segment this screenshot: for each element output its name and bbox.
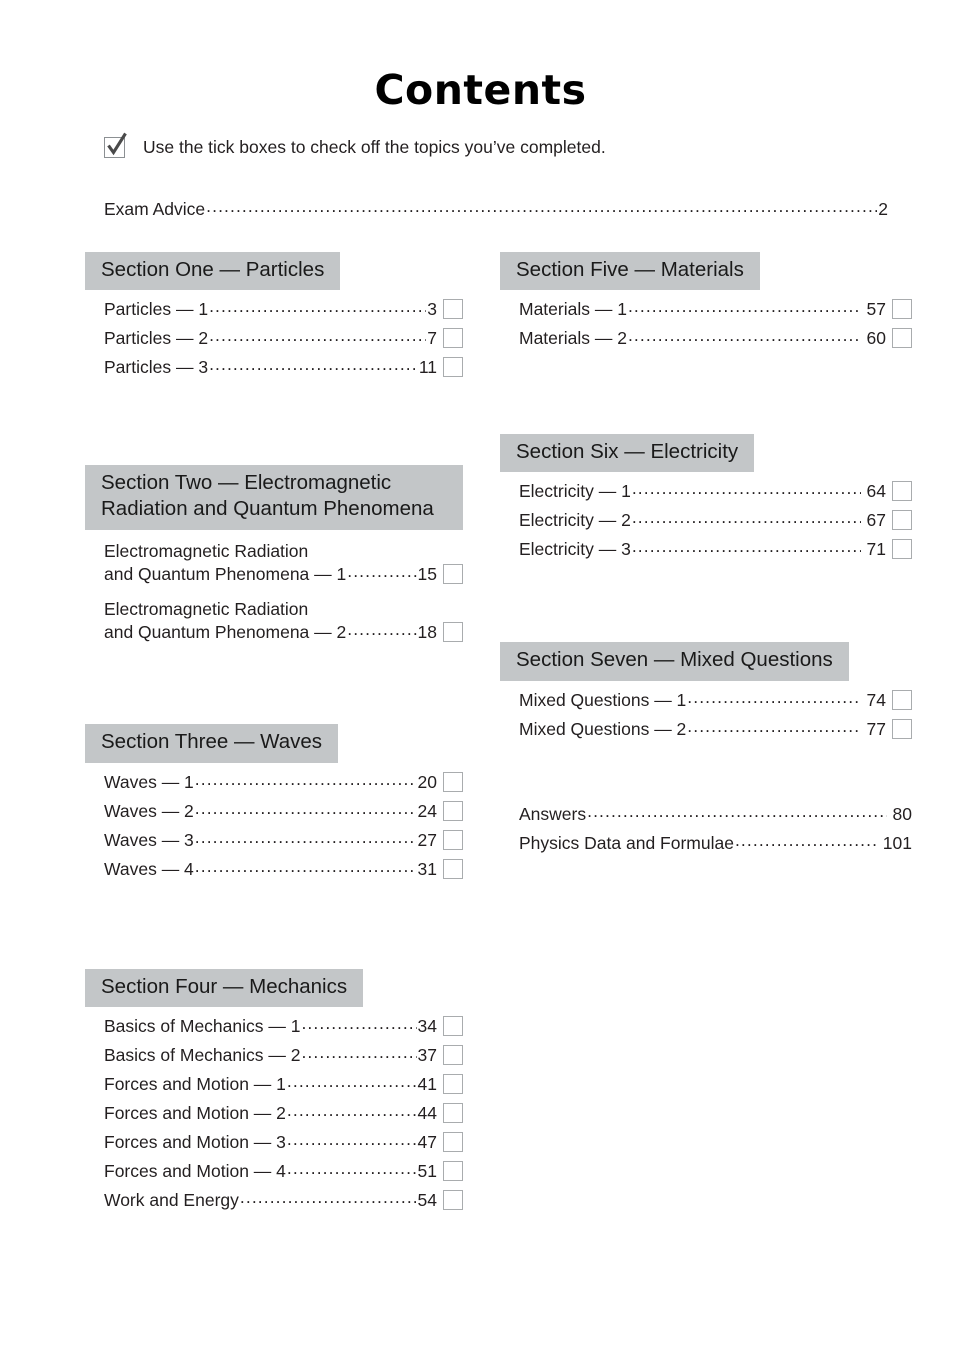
entry-label-line-1: Electromagnetic Radiation bbox=[104, 599, 309, 620]
contents-entry[interactable] bbox=[85, 597, 463, 643]
entry-page: 44 bbox=[417, 1102, 437, 1123]
dot-leader bbox=[287, 1071, 417, 1092]
exam-advice-page: 2 bbox=[878, 199, 888, 219]
left-column bbox=[85, 252, 463, 1219]
entry-tickbox[interactable] bbox=[443, 830, 463, 850]
section-spacer bbox=[500, 357, 912, 434]
section-spacer bbox=[85, 888, 463, 969]
dot-leader bbox=[301, 1042, 416, 1063]
entry-label-line-1: Electromagnetic Radiation bbox=[104, 540, 309, 561]
section-two-entries bbox=[85, 539, 463, 644]
entry-tickbox[interactable] bbox=[443, 299, 463, 319]
tick-instruction-label: Use the tick boxes to check off the topics you’ve completed. bbox=[143, 137, 606, 157]
section-six-entries bbox=[500, 481, 912, 560]
contents-entry[interactable] bbox=[85, 772, 463, 793]
dot-leader bbox=[632, 507, 861, 528]
section-three-banner: Section Three — Waves bbox=[85, 724, 338, 762]
entry-page: 20 bbox=[417, 771, 437, 792]
dot-leader bbox=[632, 536, 861, 557]
entry-tickbox[interactable] bbox=[443, 1074, 463, 1094]
entry-page: 67 bbox=[866, 510, 886, 531]
contents-entry[interactable] bbox=[85, 539, 463, 585]
entry-tickbox[interactable] bbox=[443, 1190, 463, 1210]
entry-page: 24 bbox=[417, 800, 437, 821]
dot-leader bbox=[347, 619, 416, 640]
entry-page: 31 bbox=[417, 858, 437, 879]
dot-leader bbox=[287, 1129, 417, 1150]
tail-entries bbox=[500, 804, 912, 854]
entry-tickbox[interactable] bbox=[443, 1161, 463, 1181]
entry-label: Forces and Motion — 3 bbox=[104, 1131, 286, 1152]
entry-page: 57 bbox=[866, 299, 886, 320]
entry-tickbox[interactable] bbox=[443, 357, 463, 377]
contents-entry[interactable] bbox=[500, 539, 912, 560]
entry-page: 54 bbox=[417, 1189, 437, 1210]
entry-label: Work and Energy bbox=[104, 1189, 239, 1210]
section-six-banner: Section Six — Electricity bbox=[500, 434, 754, 472]
section-four-banner: Section Four — Mechanics bbox=[85, 969, 363, 1007]
entry-tickbox[interactable] bbox=[892, 299, 912, 319]
section-three bbox=[85, 724, 463, 879]
section-seven-banner: Section Seven — Mixed Questions bbox=[500, 642, 849, 680]
entry-label: Forces and Motion — 1 bbox=[104, 1073, 286, 1094]
entry-label: Particles — 1 bbox=[104, 299, 209, 320]
entry-tickbox[interactable] bbox=[443, 859, 463, 879]
contents-entry[interactable] bbox=[85, 801, 463, 822]
entry-page: 47 bbox=[417, 1131, 437, 1152]
dot-leader bbox=[287, 1100, 417, 1121]
entry-label: Particles — 3 bbox=[104, 357, 209, 378]
section-four-entries bbox=[85, 1016, 463, 1211]
entry-label: Waves — 4 bbox=[104, 858, 194, 879]
contents-entry[interactable] bbox=[500, 690, 912, 711]
dot-leader bbox=[209, 296, 426, 317]
entry-label: Electricity — 3 bbox=[519, 539, 631, 560]
section-two-banner-line-2: Radiation and Quantum Phenomena bbox=[101, 497, 434, 521]
section-spacer bbox=[85, 651, 463, 724]
entry-tickbox[interactable] bbox=[443, 328, 463, 348]
entry-page: 74 bbox=[866, 689, 886, 710]
contents-entry[interactable] bbox=[85, 830, 463, 851]
contents-entry[interactable] bbox=[500, 833, 912, 854]
section-three-entries bbox=[85, 772, 463, 880]
section-seven-entries bbox=[500, 690, 912, 740]
dot-leader bbox=[209, 325, 426, 346]
entry-tickbox[interactable] bbox=[892, 719, 912, 739]
entry-label: Materials — 2 bbox=[519, 328, 627, 349]
entry-tickbox[interactable] bbox=[443, 772, 463, 792]
entry-page: 64 bbox=[866, 481, 886, 502]
contents-entry[interactable] bbox=[85, 1190, 463, 1211]
entry-label: and Quantum Phenomena — 2 bbox=[104, 622, 347, 643]
section-six bbox=[500, 434, 912, 560]
section-five-banner: Section Five — Materials bbox=[500, 252, 760, 290]
section-four bbox=[85, 969, 463, 1211]
contents-entry[interactable] bbox=[85, 357, 463, 378]
section-seven bbox=[500, 642, 912, 739]
section-one bbox=[85, 252, 463, 378]
entry-label: Forces and Motion — 2 bbox=[104, 1102, 286, 1123]
dot-leader bbox=[195, 856, 417, 877]
entry-page: 18 bbox=[417, 622, 437, 643]
contents-entry[interactable] bbox=[85, 1045, 463, 1066]
contents-entry[interactable] bbox=[85, 328, 463, 349]
entry-tickbox[interactable] bbox=[443, 1132, 463, 1152]
entry-page: 27 bbox=[417, 829, 437, 850]
section-spacer bbox=[85, 386, 463, 465]
dot-leader bbox=[195, 827, 417, 848]
entry-page: 37 bbox=[417, 1044, 437, 1065]
entry-label: Electricity — 1 bbox=[519, 481, 631, 502]
contents-entry[interactable] bbox=[85, 299, 463, 320]
entry-page: 34 bbox=[417, 1015, 437, 1036]
dot-leader bbox=[240, 1187, 417, 1208]
entry-tickbox[interactable] bbox=[892, 481, 912, 501]
entry-tickbox[interactable] bbox=[443, 564, 463, 584]
entry-page: 101 bbox=[882, 832, 912, 853]
dot-leader bbox=[195, 769, 417, 790]
contents-entry[interactable] bbox=[500, 328, 912, 349]
contents-entry[interactable] bbox=[500, 299, 912, 320]
entry-label: Answers bbox=[519, 803, 587, 824]
contents-entry[interactable] bbox=[85, 1016, 463, 1037]
dot-leader bbox=[206, 196, 877, 217]
contents-entry[interactable] bbox=[500, 804, 912, 825]
entry-label: Electricity — 2 bbox=[519, 510, 631, 531]
entry-page: 71 bbox=[866, 539, 886, 560]
entry-label: Particles — 2 bbox=[104, 328, 209, 349]
entry-page: 7 bbox=[427, 328, 437, 349]
entry-label: Waves — 1 bbox=[104, 771, 194, 792]
dot-leader bbox=[628, 325, 861, 346]
right-column bbox=[500, 252, 912, 862]
dot-leader bbox=[587, 801, 886, 822]
entry-page: 51 bbox=[417, 1160, 437, 1181]
section-two-banner-line-1: Section Two — Electromagnetic bbox=[101, 471, 392, 495]
contents-entry[interactable] bbox=[85, 1074, 463, 1095]
entry-tickbox[interactable] bbox=[443, 1045, 463, 1065]
entry-label: and Quantum Phenomena — 1 bbox=[104, 564, 347, 585]
entry-page: 41 bbox=[417, 1073, 437, 1094]
tick-instruction bbox=[104, 137, 606, 158]
entry-tickbox[interactable] bbox=[443, 1103, 463, 1123]
entry-label: Mixed Questions — 1 bbox=[519, 689, 687, 710]
dot-leader bbox=[628, 296, 861, 317]
entry-label: Basics of Mechanics — 2 bbox=[104, 1044, 301, 1065]
entry-label: Forces and Motion — 4 bbox=[104, 1160, 286, 1181]
section-two bbox=[85, 465, 463, 643]
entry-page: 15 bbox=[417, 564, 437, 585]
section-two-banner bbox=[85, 465, 463, 529]
dot-leader bbox=[287, 1158, 417, 1179]
contents-entry[interactable] bbox=[500, 510, 912, 531]
tail-spacer bbox=[500, 748, 912, 804]
entry-label: Mixed Questions — 2 bbox=[519, 718, 687, 739]
entry-label: Waves — 3 bbox=[104, 829, 194, 850]
dot-leader bbox=[347, 561, 416, 582]
checked-tickbox-sample[interactable] bbox=[104, 137, 125, 158]
entry-tickbox[interactable] bbox=[443, 801, 463, 821]
exam-advice-label: Exam Advice bbox=[104, 199, 206, 219]
dot-leader bbox=[195, 798, 417, 819]
exam-advice-row[interactable] bbox=[104, 199, 888, 220]
dot-leader bbox=[632, 478, 861, 499]
entry-label: Waves — 2 bbox=[104, 800, 194, 821]
dot-leader bbox=[687, 687, 860, 708]
contents-entry[interactable] bbox=[85, 1132, 463, 1153]
contents-entry[interactable] bbox=[85, 1161, 463, 1182]
entry-label: Basics of Mechanics — 1 bbox=[104, 1015, 301, 1036]
dot-leader bbox=[301, 1013, 416, 1034]
entry-tickbox[interactable] bbox=[892, 539, 912, 559]
contents-entry[interactable] bbox=[500, 481, 912, 502]
entry-label: Physics Data and Formulae bbox=[519, 832, 734, 853]
entry-page: 80 bbox=[892, 803, 912, 824]
entry-page: 60 bbox=[866, 328, 886, 349]
entry-tickbox[interactable] bbox=[892, 510, 912, 530]
dot-leader bbox=[735, 830, 877, 851]
entry-tickbox[interactable] bbox=[443, 1016, 463, 1036]
section-five bbox=[500, 252, 912, 349]
section-spacer bbox=[500, 568, 912, 642]
entry-page: 3 bbox=[427, 299, 437, 320]
dot-leader bbox=[687, 716, 860, 737]
entry-page: 77 bbox=[866, 718, 886, 739]
entry-tickbox[interactable] bbox=[443, 622, 463, 642]
checkmark-icon bbox=[106, 132, 128, 160]
section-five-entries bbox=[500, 299, 912, 349]
contents-entry[interactable] bbox=[85, 1103, 463, 1124]
page-title: Contents bbox=[374, 66, 587, 114]
entry-label: Materials — 1 bbox=[519, 299, 627, 320]
contents-entry[interactable] bbox=[500, 719, 912, 740]
entry-page: 11 bbox=[418, 357, 437, 378]
entry-tickbox[interactable] bbox=[892, 328, 912, 348]
contents-entry[interactable] bbox=[85, 859, 463, 880]
section-one-entries bbox=[85, 299, 463, 378]
entry-tickbox[interactable] bbox=[892, 690, 912, 710]
dot-leader bbox=[209, 354, 418, 375]
section-one-banner: Section One — Particles bbox=[85, 252, 340, 290]
